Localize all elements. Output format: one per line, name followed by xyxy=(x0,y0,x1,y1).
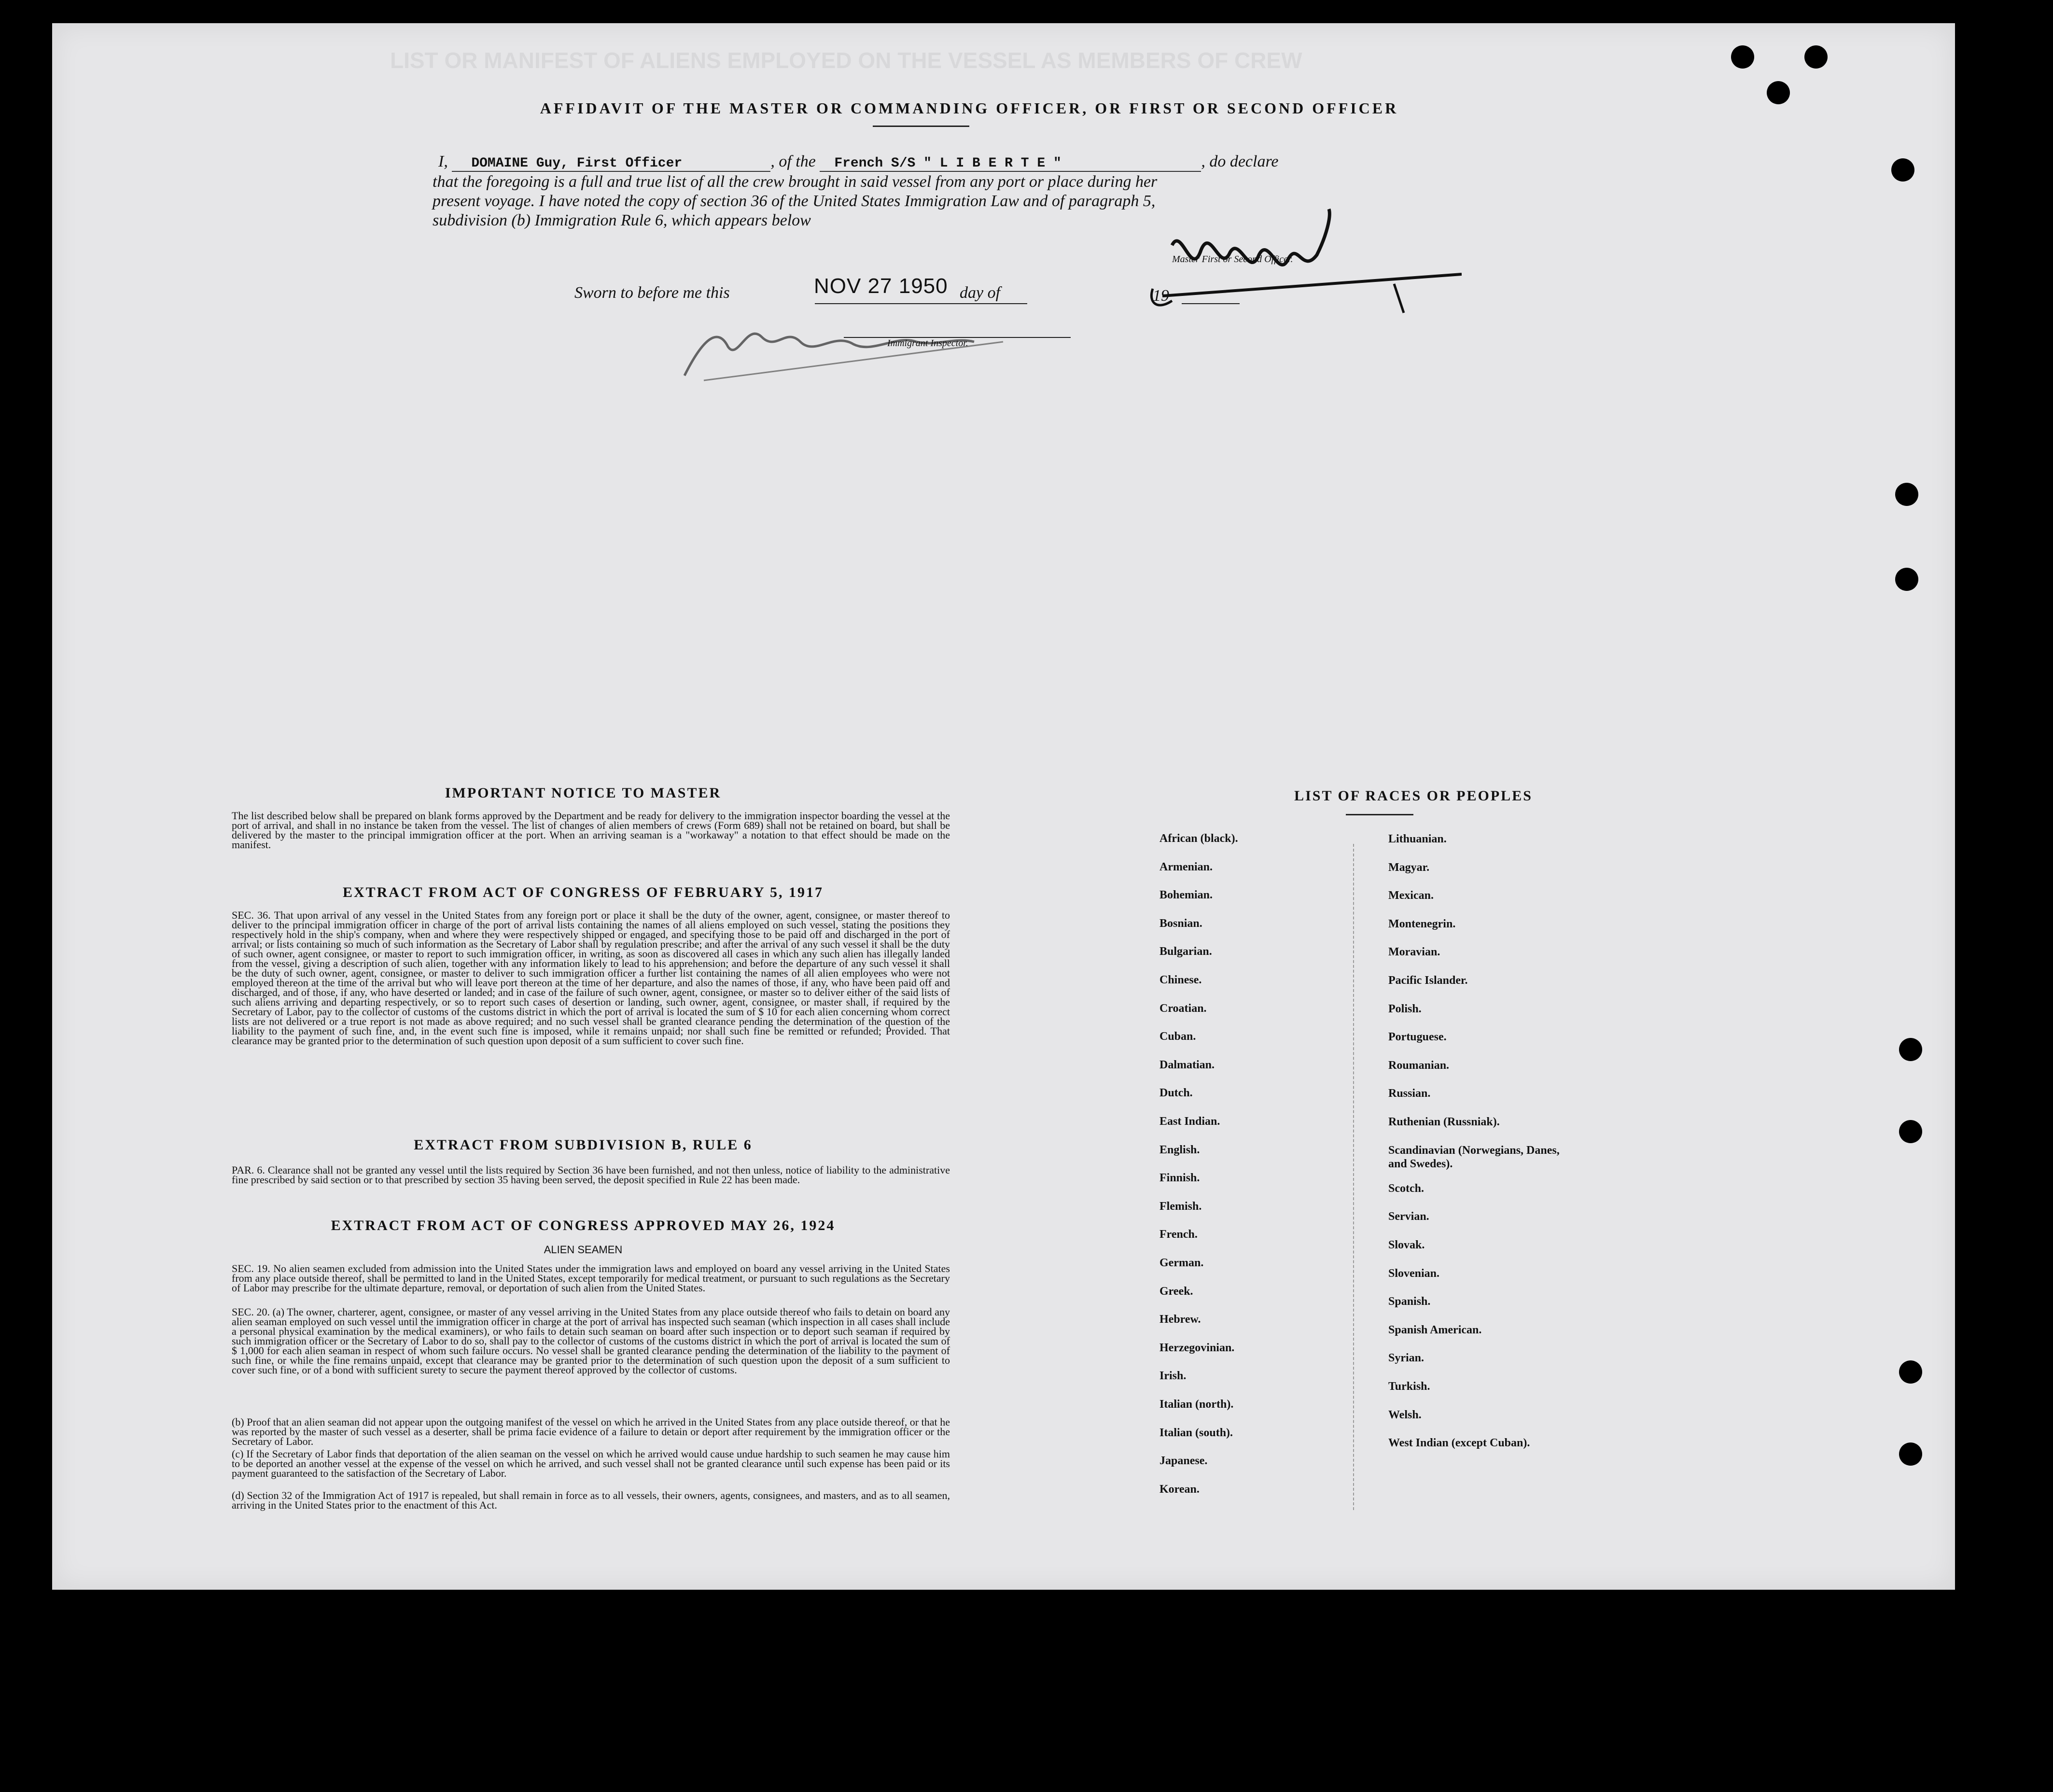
punch-hole xyxy=(1804,45,1828,69)
punch-hole xyxy=(1899,1038,1922,1061)
vessel-name: French S/S " L I B E R T E " xyxy=(820,156,1201,172)
punch-hole xyxy=(1895,568,1918,591)
rule6-title: EXTRACT FROM SUBDIVISION B, RULE 6 xyxy=(414,1137,753,1153)
race-item: Ruthenian (Russniak). xyxy=(1388,1116,1500,1128)
date-rule xyxy=(815,303,1027,304)
race-item: Scandinavian (Norwegians, Danes, and Swedes). xyxy=(1388,1144,1560,1170)
punch-hole xyxy=(1899,1360,1922,1384)
race-item: Armenian. xyxy=(1159,860,1213,873)
affidavit-line2: that the foregoing is a full and true list of all the crew brought in said vessel from any port or place during her xyxy=(433,173,1158,191)
race-item: Dutch. xyxy=(1159,1087,1193,1100)
race-item: Cuban. xyxy=(1159,1030,1196,1043)
race-item: Montenegrin. xyxy=(1388,917,1456,930)
race-item: Finnish. xyxy=(1159,1172,1200,1185)
races-rule xyxy=(1346,814,1413,815)
day-of-text: day of xyxy=(960,284,1001,302)
sec20d-text: (d) Section 32 of the Immigration Act of 1917 is repealed, but shall remain in force as to all vessels, their owners, agents, consignees, and masters, and as to all seamen, arriving in the United States prior to the enactment of this Act. xyxy=(232,1489,950,1511)
race-item: Mexican. xyxy=(1388,889,1434,902)
notice-body: The list described below shall be prepared on blank forms approved by the Department and be ready for delivery to the immigration inspector boarding the vessel at the port of arrival, and shall in no instance be taken from the vessel. The list of changes of alien members of crews (Form 689) shall not be retained on board, but shall be delivered by the master to the principal immigration officer at the port. When an arriving seaman is a "workaway" a notation to that effect should be made on the manifest. xyxy=(232,810,950,851)
affidavit-do-declare: , do declare xyxy=(1201,153,1279,170)
race-item: Spanish American. xyxy=(1388,1323,1482,1336)
affidavit-line1 xyxy=(438,153,1279,172)
extract-1924-title: EXTRACT FROM ACT OF CONGRESS APPROVED MAY 26, 1924 xyxy=(331,1218,836,1233)
race-item: African (black). xyxy=(1159,832,1238,845)
extract-1924-subtitle: ALIEN SEAMEN xyxy=(544,1244,623,1256)
race-item: Welsh. xyxy=(1388,1408,1422,1421)
inspector-signature xyxy=(675,308,1022,390)
title-rule xyxy=(873,126,969,127)
document-page xyxy=(52,23,1955,1590)
race-item: East Indian. xyxy=(1159,1115,1220,1128)
punch-hole xyxy=(1899,1442,1922,1466)
race-item: Spanish. xyxy=(1388,1295,1431,1308)
notice-title: IMPORTANT NOTICE TO MASTER xyxy=(445,785,722,801)
race-item: Slovenian. xyxy=(1388,1267,1440,1280)
punch-hole xyxy=(1895,483,1918,506)
race-item: Lithuanian. xyxy=(1388,833,1447,845)
race-item: Japanese. xyxy=(1159,1455,1208,1468)
race-item: Herzegovinian. xyxy=(1159,1341,1235,1354)
year-rule xyxy=(1182,303,1240,304)
bleed-through-text: LIST OR MANIFEST OF ALIENS EMPLOYED ON THE VESSEL AS MEMBERS OF CREW xyxy=(390,48,1302,73)
race-item: Greek. xyxy=(1159,1285,1193,1298)
punch-hole xyxy=(1731,45,1754,69)
race-item: Croatian. xyxy=(1159,1002,1207,1015)
race-item: Magyar. xyxy=(1388,861,1430,874)
rule6-body: PAR. 6. Clearance shall not be granted any vessel until the lists required by Section 36 have been furnished, and not then unless, notice of liability to the administrative fine prescribed by said section or to that prescribed by section 35 having been served, the deposit specified in Rule 22 has been made. xyxy=(232,1164,950,1186)
race-item: Polish. xyxy=(1388,1002,1422,1015)
race-item: Bohemian. xyxy=(1159,889,1213,902)
signature-caption: Master First or Second Officer. xyxy=(1172,254,1293,265)
punch-hole xyxy=(1891,158,1914,182)
race-item: Irish. xyxy=(1159,1370,1187,1383)
race-item: Servian. xyxy=(1388,1210,1429,1223)
punch-hole xyxy=(1899,1120,1922,1143)
race-item: Bosnian. xyxy=(1159,917,1202,930)
race-item: Syrian. xyxy=(1388,1352,1425,1365)
sec20a-text: SEC. 20. (a) The owner, charterer, agent, consignee, or master of any vessel arriving in the United States from any place outside thereof who fails to detain on board any alien seaman employed on such vessel until the immigration officer in charge at the port of arrival has inspected such seaman (which inspection in all cases shall include a personal physical examination by the medical examiners), or who fails to detain such seaman on board after such inspection or to deport such seaman if required by such immigration officer or the Secretary of Labor to do so, shall pay to the collector of customs of the customs district in which the port of arrival is located the sum of $ 1,000 for each alien seaman in respect of whom such failure occurs. No vessel shall be granted clearance pending the determination of the liability to the payment of such fine, or while the fine remains unpaid, except that clearance may be granted prior to the determination of such question upon the deposit of a sum sufficient to cover such fine, or of a bond with sufficient surety to secure the payment thereof approved by the collector of customs. xyxy=(232,1306,950,1376)
race-item: Hebrew. xyxy=(1159,1313,1201,1326)
sec20b-text: (b) Proof that an alien seaman did not appear upon the outgoing manifest of the vessel on which he arrived in the United States from any place outside thereof, or that he was reported by the master of such vessel as a deserter, shall be prima facie evidence of a failure to detain or deport after requirement by the immigration officer or the Secretary of Labor. xyxy=(232,1416,950,1447)
race-item: Dalmatian. xyxy=(1159,1058,1215,1071)
races-divider xyxy=(1353,844,1355,1510)
affidavit-title: AFFIDAVIT OF THE MASTER OR COMMANDING OFFICER, OR FIRST OR SECOND OFFICER xyxy=(540,99,1399,117)
race-item: Turkish. xyxy=(1388,1380,1430,1393)
officer-name: DOMAINE Guy, First Officer xyxy=(452,156,770,172)
race-item: Moravian. xyxy=(1388,946,1440,959)
race-item: Flemish. xyxy=(1159,1200,1202,1213)
extract-1917-title: EXTRACT FROM ACT OF CONGRESS OF FEBRUARY 5, 1917 xyxy=(342,884,824,900)
race-item: Italian (north). xyxy=(1159,1398,1234,1411)
sec20c-text: (c) If the Secretary of Labor finds that deportation of the alien seaman on the vessel on which he arrived would cause undue hardship to such seamen he may cause him to be deported an another vessel at the expense of the vessel on which he arrived, and such vessel shall not be granted clearance until such expense has been paid or its payment guaranteed to the satisfaction of the Secretary of Labor. xyxy=(232,1448,950,1479)
inspector-caption: Immigrant Inspector. xyxy=(887,338,968,349)
race-item: Roumanian. xyxy=(1388,1059,1450,1072)
race-item: Russian. xyxy=(1388,1087,1431,1100)
race-item: Chinese. xyxy=(1159,974,1202,986)
race-item: Italian (south). xyxy=(1159,1426,1233,1439)
punch-hole xyxy=(1767,81,1790,104)
race-item: Pacific Islander. xyxy=(1388,974,1468,987)
race-item: English. xyxy=(1159,1143,1200,1156)
race-item: French. xyxy=(1159,1228,1198,1241)
sec19-text: SEC. 19. No alien seamen excluded from admission into the United States under the immigration laws and employed on board any vessel arriving in the United States from any place outside thereof, shall be permitted to land in the United States, except temporarily for medical treatment, or pursuant to such regulations as the Secretary of Labor may prescribe for the ultimate departure, removal, or deportation of such alien from the United States. xyxy=(232,1262,950,1294)
affidavit-of-the: , of the xyxy=(770,153,816,170)
affidavit-i: I, xyxy=(438,153,448,170)
race-item: Scotch. xyxy=(1388,1182,1424,1195)
race-item: West Indian (except Cuban). xyxy=(1388,1437,1530,1450)
race-item: German. xyxy=(1159,1257,1204,1269)
race-item: Slovak. xyxy=(1388,1238,1425,1251)
date-stamp: NOV 27 1950 xyxy=(814,274,948,298)
affidavit-line4: subdivision (b) Immigration Rule 6, which appears below xyxy=(433,211,811,229)
races-title: LIST OF RACES OR PEOPLES xyxy=(1294,788,1533,804)
race-item: Bulgarian. xyxy=(1159,945,1212,958)
race-item: Portuguese. xyxy=(1388,1031,1447,1044)
race-item: Korean. xyxy=(1159,1483,1200,1496)
extract-1917-body: SEC. 36. That upon arrival of any vessel in the United States from any foreign port or place it shall be the duty of the owner, agent, consignee, or master thereof to deliver to the principal immigration officer in charge of the port of arrival lists containing the names of all aliens employed on such vessel, stating the positions they respectively hold in the ship's company, when and where they were respectively shipped or engaged, and specifying those to be paid off and discharged in the port of arrival; or lists containing so much of such information as the Secretary of Labor shall by regulation prescribe; and after the arrival of any such vessel it shall be the duty of such owner, agent consignee, or master to report to such immigration officer, in writing, as soon as discovered all cases in which any such alien has illegally landed from the vessel, giving a description of such alien, together with any information likely to lead to his apprehension; and before the departure of any such vessel it shall be the duty of such owner, agent, consignee, or master to deliver to such immigration officer a further list containing the names of all alien employees who were not employed thereon at the time of the arrival but who will leave port thereon at the time of her departure, and also the names of those, if any, who have been paid off and discharged, and of those, if any, who have deserted or landed; and in case of the failure of such owner, agent, consignee, or master so to deliver either of the said lists of such aliens arriving and departing respectively, or so to report such cases of desertion or landing, such owner, agent, consignee, or master shall, if required by the Secretary of Labor, pay to the collector of customs of the customs district in which the port of arrival is located the sum of $ 10 for each alien concerning whom correct lists are not delivered or a true report is not made as above required; and no such vessel shall be granted clearance pending the determination of the question of the liability to the payment of such fine, and, in the event such fine is imposed, while it remains unpaid; nor shall such fine be remitted or refunded; Provided. That clearance may be granted prior to the determination of such question upon deposit of a sum sufficient to cover such fine. xyxy=(232,909,950,1047)
sworn-text: Sworn to before me this xyxy=(574,284,730,302)
year-prefix: 19 xyxy=(1153,287,1169,305)
affidavit-line3: present voyage. I have noted the copy of section 36 of the United States Immigration Law and of paragraph 5, xyxy=(433,192,1156,210)
